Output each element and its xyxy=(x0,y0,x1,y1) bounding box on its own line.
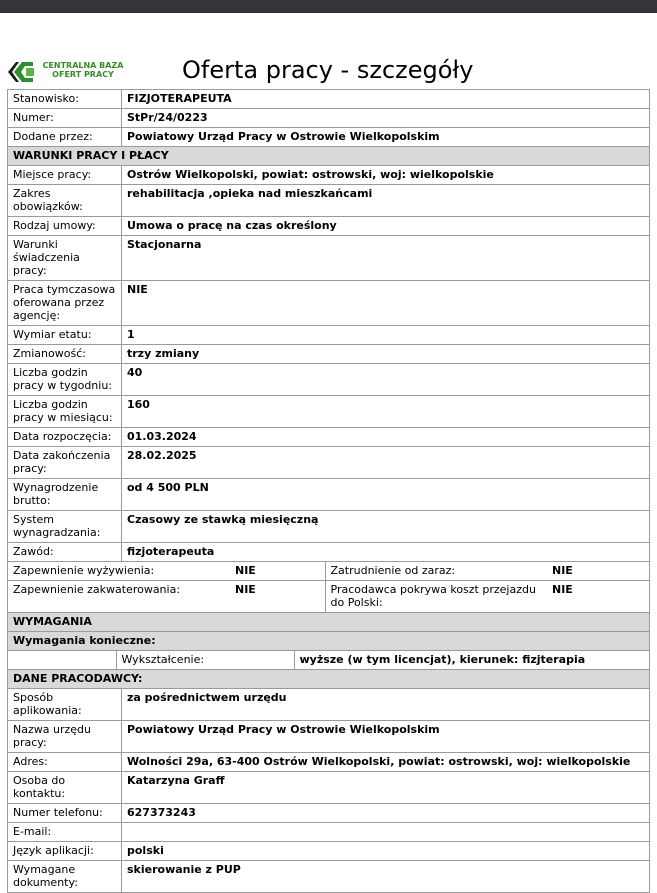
label-rodzaj-umowy: Rodzaj umowy: xyxy=(8,217,122,236)
label-sposob-aplikowania: Sposób aplikowania: xyxy=(8,689,122,721)
row-godziny-miesiac xyxy=(8,396,650,428)
page-title: Oferta pracy - szczegóły xyxy=(182,56,474,84)
value-wymiar-etatu: 1 xyxy=(122,326,650,345)
label-zakwaterowanie: Zapewnienie zakwaterowania: xyxy=(13,583,181,596)
row-jezyk-aplikacji xyxy=(8,842,650,861)
row-dodane-przez xyxy=(8,128,650,147)
value-wymagane-dokumenty: skierowanie z PUP xyxy=(122,861,650,893)
value-osoba-kontakt: Katarzyna Graff xyxy=(122,772,650,804)
label-wymagane-dokumenty: Wymagane dokumenty: xyxy=(8,861,122,893)
value-godziny-miesiac: 160 xyxy=(122,396,650,428)
row-wymiar-etatu xyxy=(8,326,650,345)
row-zawod xyxy=(8,543,650,562)
logo-text xyxy=(35,61,131,79)
label-praca-tymczasowa: Praca tymczasowa oferowana przez agencję: xyxy=(8,281,122,326)
section-warunki-title: WARUNKI PRACY I PŁACY xyxy=(8,147,650,166)
row-telefon xyxy=(8,804,650,823)
value-stanowisko: FIZJOTERAPEUTA xyxy=(122,90,650,109)
value-zmianowosc: trzy zmiany xyxy=(122,345,650,364)
label-zmianowosc: Zmianowość: xyxy=(8,345,122,364)
value-rodzaj-umowy: Umowa o pracę na czas określony xyxy=(122,217,650,236)
row-wymagane-dokumenty xyxy=(8,861,650,893)
label-godziny-miesiac: Liczba godzin pracy w miesiącu: xyxy=(8,396,122,428)
section-wymagania-konieczne-title: Wymagania konieczne: xyxy=(8,632,650,651)
row-wyzywienie xyxy=(8,562,650,581)
row-zmianowosc xyxy=(8,345,650,364)
job-offer-table xyxy=(7,89,650,893)
value-warunki-swiadczenia: Stacjonarna xyxy=(122,236,650,281)
value-email xyxy=(122,823,650,842)
label-osoba-kontakt: Osoba do kontaktu: xyxy=(8,772,122,804)
value-praca-tymczasowa: NIE xyxy=(122,281,650,326)
row-data-rozpoczecia xyxy=(8,428,650,447)
section-pracodawca-title: DANE PRACODAWCY: xyxy=(8,670,650,689)
row-warunki-swiadczenia xyxy=(8,236,650,281)
row-godziny-tydzien xyxy=(8,364,650,396)
row-osoba-kontakt xyxy=(8,772,650,804)
value-godziny-tydzien: 40 xyxy=(122,364,650,396)
label-miejsce-pracy: Miejsce pracy: xyxy=(8,166,122,185)
logo-line1: CENTRALNA BAZA xyxy=(42,61,124,70)
label-nazwa-urzedu: Nazwa urzędu pracy: xyxy=(8,721,122,753)
label-dodane-przez: Dodane przez: xyxy=(8,128,122,147)
label-koszt-przejazdu: Pracodawca pokrywa koszt przejazdu do Polski: xyxy=(325,581,552,612)
row-wyksztalcenie xyxy=(8,651,650,670)
row-email xyxy=(8,823,650,842)
value-data-rozpoczecia: 01.03.2024 xyxy=(122,428,650,447)
value-jezyk-aplikacji: polski xyxy=(122,842,650,861)
label-zakres-obowiazkow: Zakres obowiązków: xyxy=(8,185,122,217)
section-warunki xyxy=(8,147,650,166)
value-sposob-aplikowania: za pośrednictwem urzędu xyxy=(122,689,650,721)
section-pracodawca xyxy=(8,670,650,689)
row-sposob-aplikowania xyxy=(8,689,650,721)
label-email: E-mail: xyxy=(8,823,122,842)
zakwaterowanie-inner xyxy=(8,581,649,612)
label-zawod: Zawód: xyxy=(8,543,122,562)
row-miejsce-pracy xyxy=(8,166,650,185)
value-dodane-przez: Powiatowy Urząd Pracy w Ostrowie Wielkopolskim xyxy=(122,128,650,147)
value-zakwaterowanie: NIE xyxy=(235,583,256,596)
logo-arrows-icon xyxy=(6,59,36,85)
value-telefon: 627373243 xyxy=(122,804,650,823)
value-zakres-obowiazkow: rehabilitacja ,opieka nad mieszkańcami xyxy=(122,185,650,217)
label-wymiar-etatu: Wymiar etatu: xyxy=(8,326,122,345)
value-zatrudnienie-od-zaraz: NIE xyxy=(552,564,573,577)
window-top-bar xyxy=(0,0,657,13)
value-numer: StPr/24/0223 xyxy=(122,109,650,128)
value-wyksztalcenie: wyższe (w tym licencjat), kierunek: fizjterapia xyxy=(294,651,649,669)
section-wymagania-konieczne xyxy=(8,632,650,651)
cbop-logo xyxy=(6,59,131,85)
value-koszt-przejazdu: NIE xyxy=(552,583,573,596)
value-zawod: fizjoterapeuta xyxy=(122,543,650,562)
label-wyzywienie: Zapewnienie wyżywienia: xyxy=(13,564,155,577)
wyksztalcenie-inner xyxy=(8,651,649,669)
value-miejsce-pracy: Ostrów Wielkopolski, powiat: ostrowski, woj: wielkopolskie xyxy=(122,166,650,185)
label-numer: Numer: xyxy=(8,109,122,128)
row-stanowisko xyxy=(8,90,650,109)
value-adres: Wolności 29a, 63-400 Ostrów Wielkopolski, powiat: ostrowski, woj: wielkopolskie xyxy=(122,753,650,772)
label-zatrudnienie-od-zaraz: Zatrudnienie od zaraz: xyxy=(325,562,552,580)
label-adres: Adres: xyxy=(8,753,122,772)
row-praca-tymczasowa xyxy=(8,281,650,326)
row-numer xyxy=(8,109,650,128)
row-wynagrodzenie xyxy=(8,479,650,511)
row-data-zakonczenia xyxy=(8,447,650,479)
label-warunki-swiadczenia: Warunki świadczenia pracy: xyxy=(8,236,122,281)
label-data-rozpoczecia: Data rozpoczęcia: xyxy=(8,428,122,447)
label-telefon: Numer telefonu: xyxy=(8,804,122,823)
row-zakres-obowiazkow xyxy=(8,185,650,217)
row-adres xyxy=(8,753,650,772)
page-header xyxy=(0,56,657,90)
label-system-wynagradzania: System wynagradzania: xyxy=(8,511,122,543)
logo-line2: OFERT PRACY xyxy=(52,70,114,79)
label-data-zakonczenia: Data zakończenia pracy: xyxy=(8,447,122,479)
value-data-zakonczenia: 28.02.2025 xyxy=(122,447,650,479)
section-wymagania-title: WYMAGANIA xyxy=(8,613,650,632)
label-stanowisko: Stanowisko: xyxy=(8,90,122,109)
row-rodzaj-umowy xyxy=(8,217,650,236)
label-wyksztalcenie: Wykształcenie: xyxy=(116,651,294,669)
label-wynagrodzenie: Wynagrodzenie brutto: xyxy=(8,479,122,511)
value-wyzywienie: NIE xyxy=(235,564,256,577)
value-nazwa-urzedu: Powiatowy Urząd Pracy w Ostrowie Wielkopolskim xyxy=(122,721,650,753)
wyzywienie-inner xyxy=(8,562,649,580)
row-zakwaterowanie xyxy=(8,581,650,613)
label-jezyk-aplikacji: Język aplikacji: xyxy=(8,842,122,861)
label-godziny-tydzien: Liczba godzin pracy w tygodniu: xyxy=(8,364,122,396)
row-system-wynagradzania xyxy=(8,511,650,543)
value-system-wynagradzania: Czasowy ze stawką miesięczną xyxy=(122,511,650,543)
value-wynagrodzenie: od 4 500 PLN xyxy=(122,479,650,511)
row-nazwa-urzedu xyxy=(8,721,650,753)
section-wymagania xyxy=(8,613,650,632)
